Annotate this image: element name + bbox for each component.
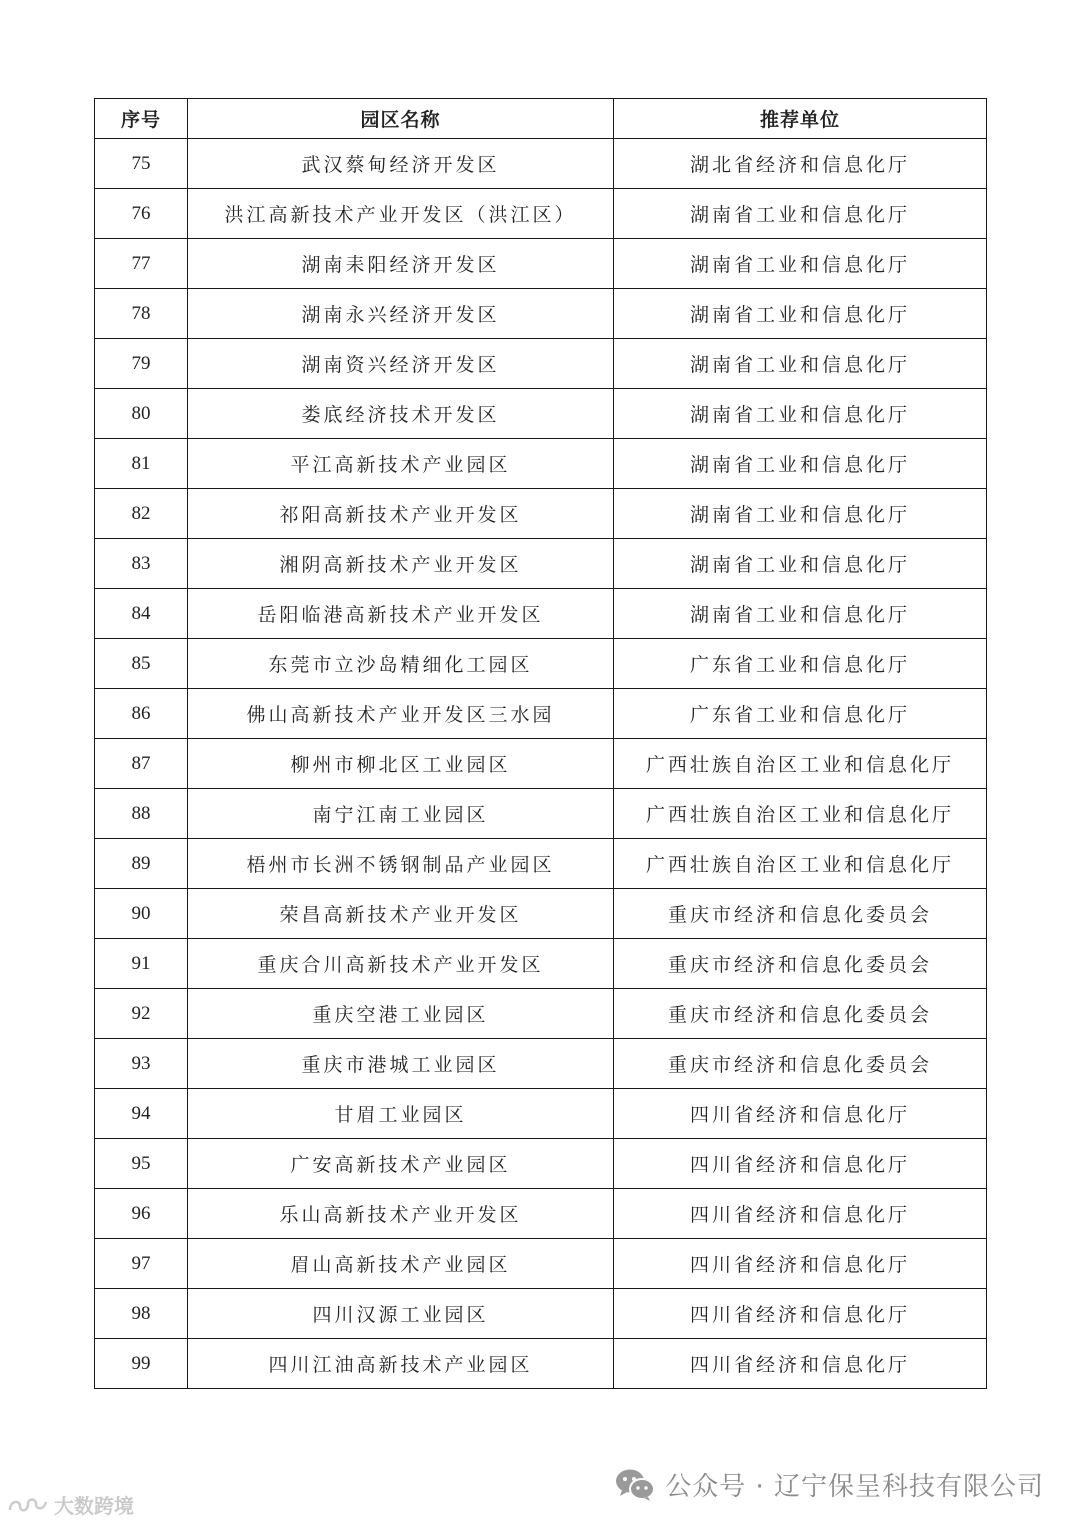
cell-recommender: 湖南省工业和信息化厅 — [614, 289, 987, 339]
cell-recommender: 湖南省工业和信息化厅 — [614, 339, 987, 389]
cell-park-name: 梧州市长洲不锈钢制品产业园区 — [188, 839, 614, 889]
cell-no: 99 — [95, 1339, 188, 1389]
cell-no: 95 — [95, 1139, 188, 1189]
cell-no: 91 — [95, 939, 188, 989]
cell-recommender: 湖南省工业和信息化厅 — [614, 539, 987, 589]
table-row — [95, 1339, 987, 1389]
table-row — [95, 539, 987, 589]
table-row — [95, 189, 987, 239]
wechat-account-footer — [615, 1466, 1044, 1503]
cell-recommender: 广东省工业和信息化厅 — [614, 639, 987, 689]
table-row — [95, 1039, 987, 1089]
watermark-logo-icon — [6, 1494, 50, 1516]
cell-park-name: 柳州市柳北区工业园区 — [188, 739, 614, 789]
wechat-icon — [615, 1468, 655, 1502]
cell-recommender: 湖南省工业和信息化厅 — [614, 239, 987, 289]
cell-recommender: 四川省经济和信息化厅 — [614, 1139, 987, 1189]
table-row — [95, 939, 987, 989]
cell-park-name: 南宁江南工业园区 — [188, 789, 614, 839]
cell-no: 90 — [95, 889, 188, 939]
cell-recommender: 重庆市经济和信息化委员会 — [614, 889, 987, 939]
cell-recommender: 四川省经济和信息化厅 — [614, 1089, 987, 1139]
cell-no: 97 — [95, 1239, 188, 1289]
cell-recommender: 湖南省工业和信息化厅 — [614, 589, 987, 639]
table-row — [95, 239, 987, 289]
cell-no: 83 — [95, 539, 188, 589]
cell-recommender: 湖南省工业和信息化厅 — [614, 439, 987, 489]
cell-park-name: 重庆空港工业园区 — [188, 989, 614, 1039]
header-no: 序号 — [95, 99, 188, 139]
cell-recommender: 湖南省工业和信息化厅 — [614, 189, 987, 239]
table-row — [95, 489, 987, 539]
cell-recommender: 重庆市经济和信息化委员会 — [614, 989, 987, 1039]
cell-park-name: 湖南耒阳经济开发区 — [188, 239, 614, 289]
cell-recommender: 四川省经济和信息化厅 — [614, 1289, 987, 1339]
cell-park-name: 佛山高新技术产业开发区三水园 — [188, 689, 614, 739]
cell-no: 84 — [95, 589, 188, 639]
cell-park-name: 平江高新技术产业园区 — [188, 439, 614, 489]
table-row — [95, 689, 987, 739]
table-row — [95, 1089, 987, 1139]
cell-no: 75 — [95, 139, 188, 189]
cell-no: 82 — [95, 489, 188, 539]
cell-park-name: 湖南永兴经济开发区 — [188, 289, 614, 339]
cell-park-name: 祁阳高新技术产业开发区 — [188, 489, 614, 539]
cell-no: 93 — [95, 1039, 188, 1089]
cell-no: 81 — [95, 439, 188, 489]
cell-recommender: 广东省工业和信息化厅 — [614, 689, 987, 739]
cell-recommender: 四川省经济和信息化厅 — [614, 1239, 987, 1289]
wechat-account-name: 公众号 · 辽宁保呈科技有限公司 — [665, 1472, 1044, 1502]
cell-no: 86 — [95, 689, 188, 739]
cell-park-name: 荣昌高新技术产业开发区 — [188, 889, 614, 939]
cell-recommender: 四川省经济和信息化厅 — [614, 1339, 987, 1389]
cell-recommender: 广西壮族自治区工业和信息化厅 — [614, 839, 987, 889]
table-row — [95, 1189, 987, 1239]
cell-park-name: 湖南资兴经济开发区 — [188, 339, 614, 389]
cell-park-name: 武汉蔡甸经济开发区 — [188, 139, 614, 189]
cell-park-name: 乐山高新技术产业开发区 — [188, 1189, 614, 1239]
table-row — [95, 789, 987, 839]
cell-park-name: 广安高新技术产业园区 — [188, 1139, 614, 1189]
table-row — [95, 439, 987, 489]
table-row — [95, 989, 987, 1039]
cell-no: 92 — [95, 989, 188, 1039]
table-row — [95, 589, 987, 639]
cell-no: 87 — [95, 739, 188, 789]
cell-park-name: 重庆合川高新技术产业开发区 — [188, 939, 614, 989]
watermark — [6, 1490, 134, 1519]
cell-recommender: 重庆市经济和信息化委员会 — [614, 939, 987, 989]
cell-recommender: 湖南省工业和信息化厅 — [614, 389, 987, 439]
cell-park-name: 娄底经济技术开发区 — [188, 389, 614, 439]
header-park-name: 园区名称 — [188, 99, 614, 139]
table-row — [95, 739, 987, 789]
cell-no: 76 — [95, 189, 188, 239]
cell-recommender: 湖北省经济和信息化厅 — [614, 139, 987, 189]
cell-park-name: 东莞市立沙岛精细化工园区 — [188, 639, 614, 689]
cell-recommender: 湖南省工业和信息化厅 — [614, 489, 987, 539]
watermark-text: 大数跨境 — [54, 1494, 134, 1518]
cell-no: 94 — [95, 1089, 188, 1139]
table-row — [95, 139, 987, 189]
cell-no: 89 — [95, 839, 188, 889]
table-body — [95, 139, 987, 1389]
cell-park-name: 四川汉源工业园区 — [188, 1289, 614, 1339]
table-row — [95, 839, 987, 889]
cell-no: 80 — [95, 389, 188, 439]
cell-park-name: 甘眉工业园区 — [188, 1089, 614, 1139]
cell-recommender: 四川省经济和信息化厅 — [614, 1189, 987, 1239]
table-row — [95, 339, 987, 389]
cell-no: 96 — [95, 1189, 188, 1239]
table-row — [95, 1239, 987, 1289]
cell-recommender: 广西壮族自治区工业和信息化厅 — [614, 739, 987, 789]
header-recommender: 推荐单位 — [614, 99, 987, 139]
park-list-table — [94, 98, 987, 1389]
cell-park-name: 重庆市港城工业园区 — [188, 1039, 614, 1089]
cell-park-name: 眉山高新技术产业园区 — [188, 1239, 614, 1289]
cell-no: 88 — [95, 789, 188, 839]
cell-no: 85 — [95, 639, 188, 689]
cell-park-name: 岳阳临港高新技术产业开发区 — [188, 589, 614, 639]
cell-no: 79 — [95, 339, 188, 389]
cell-park-name: 四川江油高新技术产业园区 — [188, 1339, 614, 1389]
cell-no: 98 — [95, 1289, 188, 1339]
cell-recommender: 广西壮族自治区工业和信息化厅 — [614, 789, 987, 839]
table-row — [95, 1139, 987, 1189]
cell-no: 78 — [95, 289, 188, 339]
table-row — [95, 1289, 987, 1339]
cell-recommender: 重庆市经济和信息化委员会 — [614, 1039, 987, 1089]
table-row — [95, 639, 987, 689]
cell-park-name: 湘阴高新技术产业开发区 — [188, 539, 614, 589]
cell-no: 77 — [95, 239, 188, 289]
table-row — [95, 389, 987, 439]
table-row — [95, 889, 987, 939]
cell-park-name: 洪江高新技术产业开发区（洪江区） — [188, 189, 614, 239]
table-header-row — [95, 99, 987, 139]
table-row — [95, 289, 987, 339]
